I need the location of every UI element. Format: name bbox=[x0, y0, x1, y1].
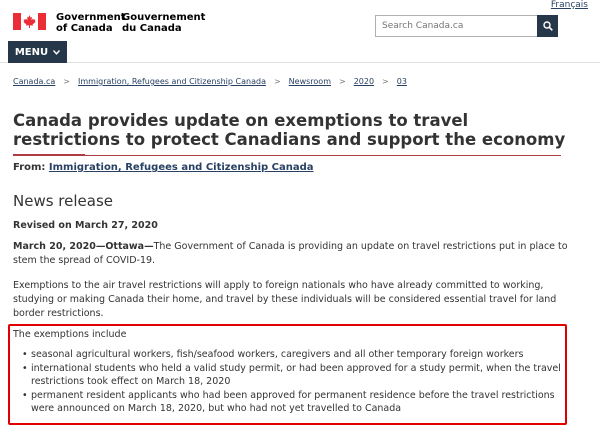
site-header bbox=[0, 0, 600, 40]
page-title: Canada provides update on exemptions to travel restrictions to protect Canadians and support the economy bbox=[13, 111, 566, 149]
menu-bar bbox=[0, 41, 600, 63]
revised-date: Revised on March 27, 2020 bbox=[13, 220, 158, 231]
list-item: • international students who held a valid study permit, or had been approved for a study permit, when the travel restrictions took effect on March 18, 2020 bbox=[22, 362, 562, 388]
wordmark-french[interactable]: Gouvernement du Canada bbox=[122, 12, 206, 34]
intro-paragraph bbox=[13, 240, 573, 268]
breadcrumb bbox=[13, 77, 407, 86]
breadcrumb-separator: > bbox=[338, 77, 346, 86]
search-form bbox=[375, 15, 558, 37]
breadcrumb-year[interactable]: 2020 bbox=[353, 77, 375, 86]
language-toggle-link[interactable]: Français bbox=[550, 0, 588, 10]
exemptions-intro: The exemptions include bbox=[13, 329, 127, 340]
breadcrumb-newsroom[interactable]: Newsroom bbox=[288, 77, 331, 86]
search-icon bbox=[543, 21, 553, 31]
from-line bbox=[13, 162, 314, 173]
title-underline bbox=[13, 154, 85, 156]
canada-flag-icon bbox=[13, 13, 46, 30]
from-label: From: bbox=[13, 162, 46, 173]
menu-label: MENU bbox=[14, 46, 49, 58]
from-department-link[interactable]: Immigration, Refugees and Citizenship Canada bbox=[48, 162, 314, 173]
menu-button[interactable] bbox=[8, 41, 67, 63]
list-item: • seasonal agricultural workers, fish/seafood workers, caregivers and all other temporary foreign workers bbox=[22, 348, 562, 361]
intro-text: The Government of Canada is providing an update on travel restrictions put in place to stem the spread of COVID-19. bbox=[13, 241, 568, 266]
breadcrumb-month[interactable]: 03 bbox=[396, 77, 407, 86]
search-button[interactable] bbox=[537, 15, 558, 37]
breadcrumb-separator: > bbox=[382, 77, 389, 86]
title-underline-thin bbox=[85, 155, 561, 156]
search-input[interactable] bbox=[375, 15, 537, 37]
breadcrumb-ircc[interactable]: Immigration, Refugees and Citizenship Canada bbox=[78, 77, 266, 86]
breadcrumb-separator: > bbox=[63, 77, 70, 86]
exemptions-paragraph: Exemptions to the air travel restrictions will apply to foreign nationals who have already committed to working, studying or making Canada their home, and travel by these individuals will be considered essential travel for land border restrictions. bbox=[13, 280, 557, 319]
list-item: • permanent resident applicants who had been approved for permanent residence before the travel restrictions were announced on March 18, 2020, but who had not yet travelled to Canada bbox=[22, 389, 562, 415]
wordmark-english[interactable]: Government of Canada bbox=[56, 12, 126, 34]
news-release-heading: News release bbox=[13, 192, 113, 210]
exemptions-list bbox=[22, 348, 562, 416]
breadcrumb-separator: > bbox=[273, 77, 281, 86]
breadcrumb-canada[interactable]: Canada.ca bbox=[13, 77, 56, 86]
dateline: March 20, 2020—Ottawa— bbox=[13, 241, 154, 252]
chevron-down-icon bbox=[53, 50, 60, 55]
